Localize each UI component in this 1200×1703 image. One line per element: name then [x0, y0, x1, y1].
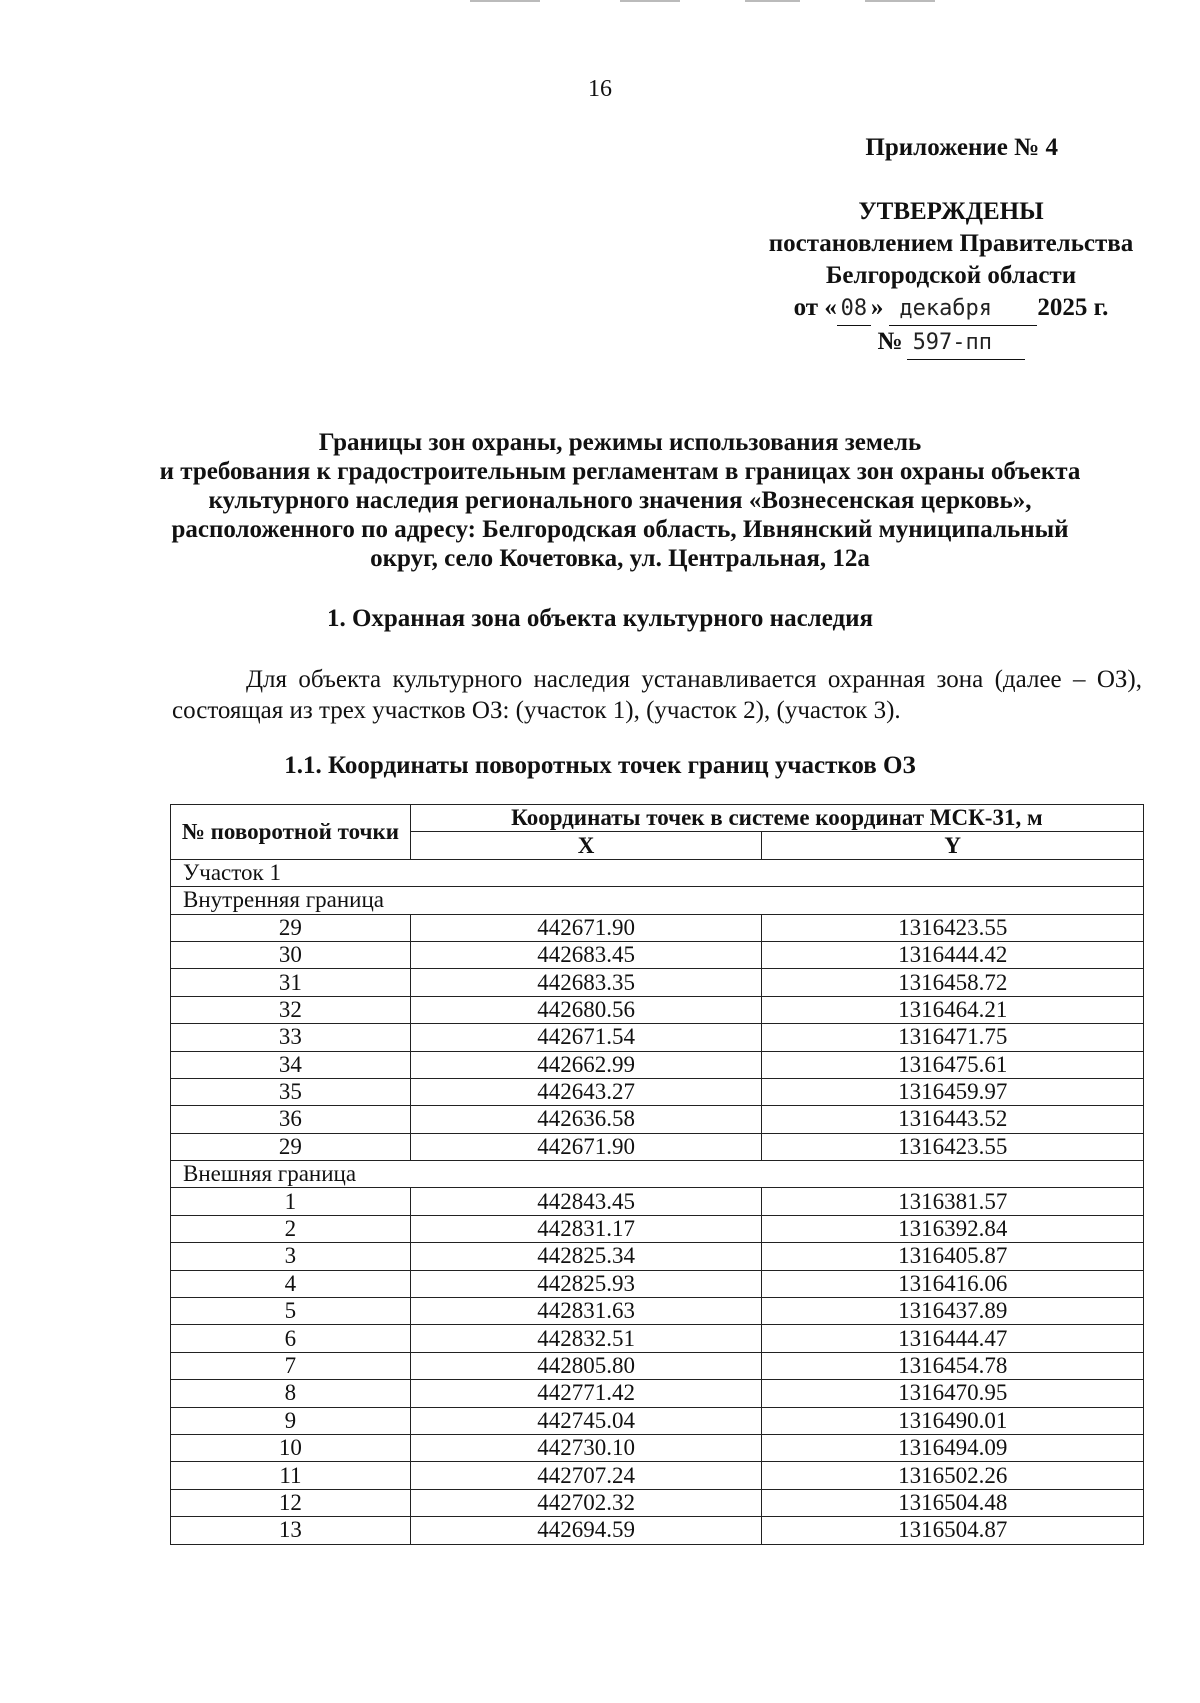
date-year: 2025 г. [1037, 294, 1109, 321]
approval-number [752, 326, 1150, 360]
point-number-cell: 10 [171, 1434, 411, 1461]
inner-boundary-label: Внутренняя граница [171, 887, 1144, 914]
date-prefix: от « [793, 294, 837, 321]
handwritten-month: декабря [889, 293, 1037, 326]
point-number-cell: 31 [171, 969, 411, 996]
point-number-cell: 1 [171, 1188, 411, 1215]
point-number-cell: 33 [171, 1024, 411, 1051]
x-coordinate-cell: 442683.35 [410, 969, 762, 996]
point-number-cell: 3 [171, 1243, 411, 1270]
y-coordinate-cell: 1316490.01 [762, 1407, 1144, 1434]
y-coordinate-cell: 1316464.21 [762, 996, 1144, 1023]
header-coordinates: Координаты точек в системе координат МСК-31, м [410, 805, 1143, 832]
table-row [171, 1215, 1144, 1242]
table-section-row [171, 887, 1144, 914]
x-coordinate-cell: 442730.10 [410, 1434, 762, 1461]
plot-label: Участок 1 [171, 859, 1144, 886]
approved-heading: УТВЕРЖДЕНЫ [858, 198, 1044, 225]
table-row [171, 1489, 1144, 1516]
coordinates-table [170, 804, 1144, 1545]
y-coordinate-cell: 1316423.55 [762, 914, 1144, 941]
y-coordinate-cell: 1316471.75 [762, 1024, 1144, 1051]
x-coordinate-cell: 442707.24 [410, 1462, 762, 1489]
title-line: и требования к градостроительным регламентам в границах зон охраны объекта [159, 458, 1081, 485]
y-coordinate-cell: 1316454.78 [762, 1352, 1144, 1379]
table-row [171, 1407, 1144, 1434]
document-title [120, 428, 1120, 573]
approval-date [752, 292, 1150, 326]
point-number-cell: 6 [171, 1325, 411, 1352]
point-number-cell: 29 [171, 1133, 411, 1160]
y-coordinate-cell: 1316504.87 [762, 1517, 1144, 1544]
appendix-label: Приложение № 4 [865, 134, 1058, 161]
table-row [171, 1352, 1144, 1379]
point-number-cell: 12 [171, 1489, 411, 1516]
table-body [171, 859, 1144, 1544]
point-number-cell: 32 [171, 996, 411, 1023]
x-coordinate-cell: 442636.58 [410, 1106, 762, 1133]
date-mid: » [870, 294, 884, 321]
x-coordinate-cell: 442825.93 [410, 1270, 762, 1297]
point-number-cell: 9 [171, 1407, 411, 1434]
point-number-cell: 36 [171, 1106, 411, 1133]
y-coordinate-cell: 1316381.57 [762, 1188, 1144, 1215]
handwritten-number: 597-пп [907, 327, 1025, 360]
x-coordinate-cell: 442694.59 [410, 1517, 762, 1544]
x-coordinate-cell: 442745.04 [410, 1407, 762, 1434]
title-line: Границы зон охраны, режимы использования земель [318, 429, 922, 456]
table-row [171, 1380, 1144, 1407]
table-row [171, 1051, 1144, 1078]
y-coordinate-cell: 1316392.84 [762, 1215, 1144, 1242]
table-row [171, 1298, 1144, 1325]
x-coordinate-cell: 442662.99 [410, 1051, 762, 1078]
table-row [171, 1078, 1144, 1105]
table-row [171, 1325, 1144, 1352]
x-coordinate-cell: 442831.17 [410, 1215, 762, 1242]
y-coordinate-cell: 1316494.09 [762, 1434, 1144, 1461]
x-coordinate-cell: 442843.45 [410, 1188, 762, 1215]
y-coordinate-cell: 1316423.55 [762, 1133, 1144, 1160]
x-coordinate-cell: 442825.34 [410, 1243, 762, 1270]
point-number-cell: 13 [171, 1517, 411, 1544]
point-number-cell: 35 [171, 1078, 411, 1105]
point-number-cell: 2 [171, 1215, 411, 1242]
table-row [171, 1243, 1144, 1270]
x-coordinate-cell: 442680.56 [410, 996, 762, 1023]
point-number-cell: 8 [171, 1380, 411, 1407]
header-point-number: № поворотной точки [171, 805, 411, 860]
x-coordinate-cell: 442683.45 [410, 941, 762, 968]
approval-line: постановлением Правительства [768, 230, 1134, 257]
x-coordinate-cell: 442671.54 [410, 1024, 762, 1051]
y-coordinate-cell: 1316459.97 [762, 1078, 1144, 1105]
table-row [171, 1462, 1144, 1489]
scan-artifact [470, 0, 540, 2]
title-line: округ, село Кочетовка, ул. Центральная, 12а [370, 545, 870, 572]
section-heading: 1. Охранная зона объекта культурного наследия [326, 605, 874, 632]
handwritten-day: 08 [837, 293, 871, 326]
y-coordinate-cell: 1316444.47 [762, 1325, 1144, 1352]
y-coordinate-cell: 1316416.06 [762, 1270, 1144, 1297]
table-heading: 1.1. Координаты поворотных точек границ участков ОЗ [284, 752, 916, 779]
table-row [171, 1517, 1144, 1544]
y-coordinate-cell: 1316475.61 [762, 1051, 1144, 1078]
table-row [171, 1188, 1144, 1215]
table-row [171, 914, 1144, 941]
table-row [171, 1024, 1144, 1051]
body-paragraph: Для объекта культурного наследия устанавливается охранная зона (далее – ОЗ), состоящая из трех участков ОЗ: (участок 1), (участок 2), (участок 3). [172, 666, 1142, 724]
y-coordinate-cell: 1316504.48 [762, 1489, 1144, 1516]
y-coordinate-cell: 1316470.95 [762, 1380, 1144, 1407]
point-number-cell: 5 [171, 1298, 411, 1325]
title-line: культурного наследия регионального значения «Вознесенская церковь», [208, 487, 1032, 514]
y-coordinate-cell: 1316443.52 [762, 1106, 1144, 1133]
scan-artifact [865, 0, 935, 2]
table-header-row [171, 805, 1144, 832]
table-row [171, 941, 1144, 968]
table-section-row [171, 1161, 1144, 1188]
x-coordinate-cell: 442702.32 [410, 1489, 762, 1516]
point-number-cell: 34 [171, 1051, 411, 1078]
point-number-cell: 7 [171, 1352, 411, 1379]
outer-boundary-label: Внешняя граница [171, 1161, 1144, 1188]
header-x: X [410, 832, 762, 859]
scan-artifact [620, 0, 680, 2]
point-number-cell: 4 [171, 1270, 411, 1297]
point-number-cell: 11 [171, 1462, 411, 1489]
header-y: Y [762, 832, 1144, 859]
title-line: расположенного по адресу: Белгородская область, Ивнянский муниципальный [171, 516, 1069, 543]
x-coordinate-cell: 442771.42 [410, 1380, 762, 1407]
y-coordinate-cell: 1316405.87 [762, 1243, 1144, 1270]
table-row [171, 1270, 1144, 1297]
x-coordinate-cell: 442671.90 [410, 1133, 762, 1160]
x-coordinate-cell: 442671.90 [410, 914, 762, 941]
y-coordinate-cell: 1316444.42 [762, 941, 1144, 968]
x-coordinate-cell: 442805.80 [410, 1352, 762, 1379]
table-row [171, 1434, 1144, 1461]
y-coordinate-cell: 1316437.89 [762, 1298, 1144, 1325]
table-row [171, 969, 1144, 996]
y-coordinate-cell: 1316502.26 [762, 1462, 1144, 1489]
approval-block [752, 196, 1150, 360]
table-section-row [171, 859, 1144, 886]
table-row [171, 996, 1144, 1023]
scan-artifact [745, 0, 800, 2]
table-row [171, 1106, 1144, 1133]
page-number: 16 [588, 76, 612, 102]
number-prefix: № [877, 328, 903, 355]
x-coordinate-cell: 442831.63 [410, 1298, 762, 1325]
table-row [171, 1133, 1144, 1160]
x-coordinate-cell: 442643.27 [410, 1078, 762, 1105]
point-number-cell: 30 [171, 941, 411, 968]
approval-line: Белгородской области [825, 262, 1077, 289]
x-coordinate-cell: 442832.51 [410, 1325, 762, 1352]
y-coordinate-cell: 1316458.72 [762, 969, 1144, 996]
point-number-cell: 29 [171, 914, 411, 941]
